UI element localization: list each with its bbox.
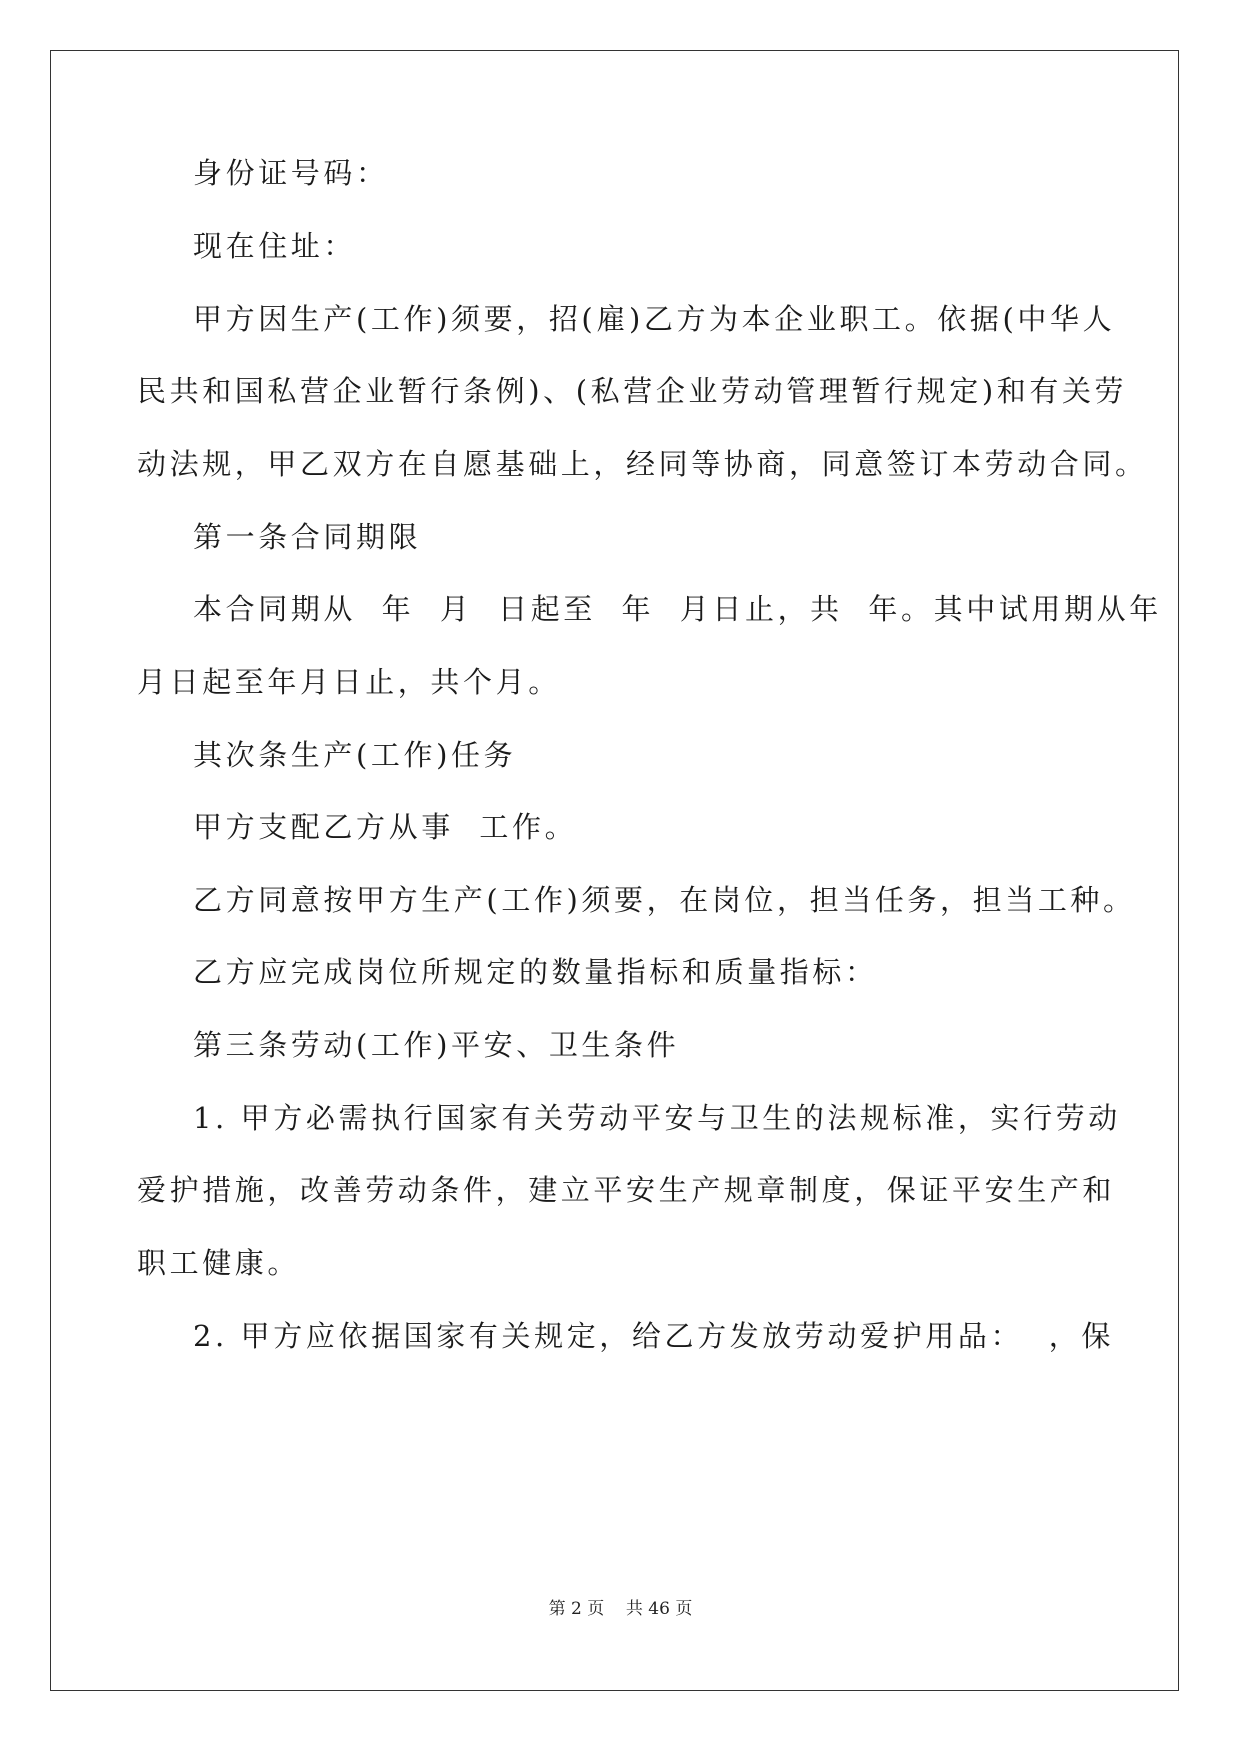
paragraph-line: 甲方支配乙方从事 工作。: [193, 810, 578, 844]
paragraph-line: 1. 甲方必需执行国家有关劳动平安与卫生的法规标准，实行劳动: [193, 1101, 1121, 1135]
id-number-line: 身份证号码：: [193, 156, 389, 190]
address-line: 现在住址：: [193, 229, 357, 263]
paragraph-line: 乙方同意按甲方生产(工作)须要，在岗位，担当任务，担当工种。: [193, 883, 1136, 917]
paragraph-line: 本合同期从 年 月 日起至 年 月日止，共 年。其中试用期从年: [193, 592, 1162, 626]
paragraph-line: 爱护措施，改善劳动条件，建立平安生产规章制度，保证平安生产和: [137, 1173, 1116, 1207]
page-border: [50, 50, 1179, 1691]
paragraph-line: 动法规，甲乙双方在自愿基础上，经同等协商，同意签订本劳动合同。: [137, 447, 1148, 481]
section-heading: 第三条劳动(工作)平安、卫生条件: [193, 1028, 680, 1062]
paragraph-line: 甲方因生产(工作)须要，招(雇)乙方为本企业职工。依据(中华人: [193, 302, 1116, 336]
paragraph-line: 职工健康。: [137, 1246, 301, 1280]
paragraph-line: 月日起至年月日止，共个月。: [137, 665, 561, 699]
paragraph-line: 民共和国私营企业暂行条例)、(私营企业劳动管理暂行规定)和有关劳: [137, 374, 1128, 408]
page-number-footer: 第 2 页 共 46 页: [548, 1599, 693, 1619]
paragraph-line: 2. 甲方应依据国家有关规定，给乙方发放劳动爱护用品： ，保: [193, 1319, 1114, 1353]
section-heading: 第一条合同期限: [193, 520, 422, 554]
paragraph-line: 乙方应完成岗位所规定的数量指标和质量指标：: [193, 955, 878, 989]
section-heading: 其次条生产(工作)任务: [193, 738, 517, 772]
